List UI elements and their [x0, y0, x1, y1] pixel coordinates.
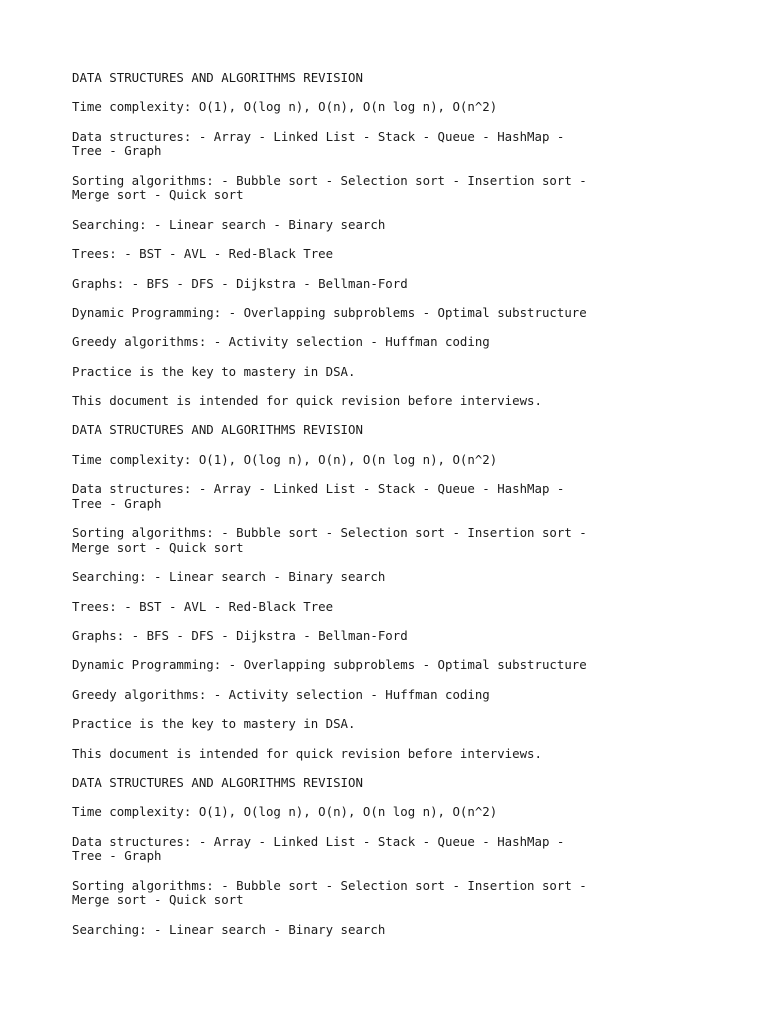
- paragraph: Dynamic Programming: - Overlapping subproblems - Optimal substructure: [72, 657, 587, 673]
- paragraph: Graphs: - BFS - DFS - Dijkstra - Bellman-Ford: [72, 628, 408, 644]
- paragraph: This document is intended for quick revision before interviews.: [72, 745, 542, 761]
- paragraph: Sorting algorithms: - Bubble sort - Selection sort - Insertion sort - Merge sort - Quick sort: [72, 172, 587, 203]
- paragraph: Searching: - Linear search - Binary search: [72, 569, 386, 585]
- paragraph: Searching: - Linear search - Binary search: [72, 921, 386, 937]
- paragraph: Practice is the key to mastery in DSA.: [72, 363, 356, 379]
- paragraph: Time complexity: O(1), O(log n), O(n), O(n log n), O(n^2): [72, 451, 498, 467]
- paragraph: Data structures: - Array - Linked List - Stack - Queue - HashMap - Tree - Graph: [72, 833, 565, 864]
- paragraph: Searching: - Linear search - Binary search: [72, 216, 386, 232]
- paragraph: Greedy algorithms: - Activity selection - Huffman coding: [72, 686, 490, 702]
- paragraph: Graphs: - BFS - DFS - Dijkstra - Bellman-Ford: [72, 275, 408, 291]
- paragraph: Time complexity: O(1), O(log n), O(n), O(n log n), O(n^2): [72, 99, 498, 115]
- paragraph: Greedy algorithms: - Activity selection - Huffman coding: [72, 334, 490, 350]
- doc-title: DATA STRUCTURES AND ALGORITHMS REVISION: [72, 70, 363, 85]
- paragraph: Trees: - BST - AVL - Red-Black Tree: [72, 598, 334, 614]
- paragraph: Trees: - BST - AVL - Red-Black Tree: [72, 246, 334, 262]
- paragraph: Practice is the key to mastery in DSA.: [72, 716, 356, 732]
- paragraph: Sorting algorithms: - Bubble sort - Selection sort - Insertion sort - Merge sort - Quick sort: [72, 525, 587, 555]
- paragraph: Data structures: - Array - Linked List - Stack - Queue - HashMap - Tree - Graph: [72, 128, 565, 159]
- paragraph: Data structures: - Array - Linked List - Stack - Queue - HashMap - Tree - Graph: [72, 481, 565, 511]
- paragraph: This document is intended for quick revision before interviews.: [72, 393, 542, 409]
- paragraph: Dynamic Programming: - Overlapping subproblems - Optimal substructure: [72, 304, 587, 320]
- document-body: [72, 71, 632, 952]
- doc-title: DATA STRUCTURES AND ALGORITHMS REVISION: [72, 422, 363, 438]
- paragraph: Time complexity: O(1), O(log n), O(n), O(n log n), O(n^2): [72, 804, 498, 820]
- doc-title: DATA STRUCTURES AND ALGORITHMS REVISION: [72, 774, 363, 790]
- paragraph: Sorting algorithms: - Bubble sort - Selection sort - Insertion sort - Merge sort - Quick sort: [72, 877, 587, 908]
